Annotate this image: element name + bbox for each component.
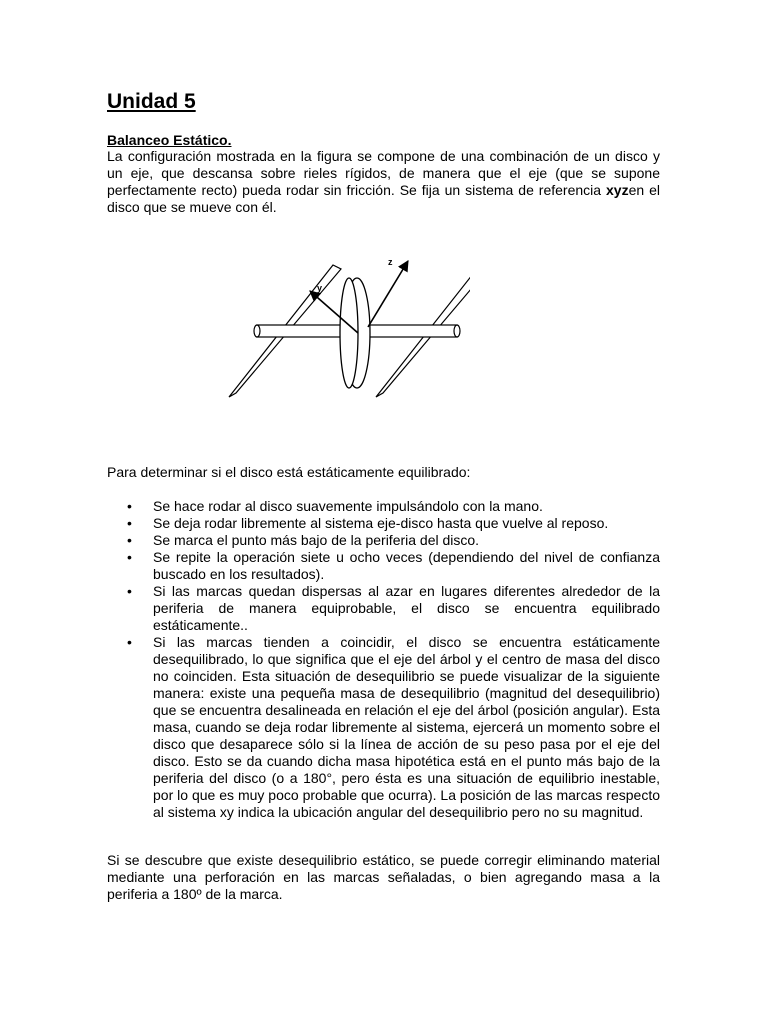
bullet-icon: •	[127, 549, 132, 565]
list-item	[107, 532, 660, 549]
conclusion-paragraph: Si se descubre que existe desequilibrio estático, se puede corregir eliminando material mediante una perforación en las marcas señaladas, o bien agregando masa a la periferia a 180º de la marca.	[107, 852, 660, 902]
intro-paragraph	[107, 148, 660, 216]
axis-z-label: z	[388, 257, 393, 267]
axis-y-label: y	[317, 283, 323, 293]
list-item	[107, 549, 660, 583]
list-item	[107, 515, 660, 532]
bullet-icon: •	[127, 498, 132, 514]
disk	[340, 278, 370, 388]
list-item	[107, 498, 660, 515]
list-item-text: Se deja rodar libremente al sistema eje-disco hasta que vuelve al reposo.	[153, 515, 609, 531]
bullet-icon: •	[127, 583, 132, 599]
list-item	[107, 583, 660, 634]
intro-bold-xyz: xyz	[606, 182, 629, 198]
list-item-text: Se hace rodar al disco suavemente impulsándolo con la mano.	[153, 498, 543, 514]
procedure-list	[107, 498, 660, 821]
list-item-text: Se repite la operación siete u ocho veces (dependiendo del nivel de confianza buscado en los resultados).	[153, 549, 660, 582]
intro-text-before: La configuración mostrada en la figura se compone de una combinación de un disco y un eje, que descansa sobre rieles rígidos, de manera que el eje (que se supone perfectamente recto) pueda rodar sin fricción. Se fija un sistema de referencia	[107, 148, 660, 198]
list-item-text: Se marca el punto más bajo de la periferia del disco.	[153, 532, 480, 548]
section-title: Balanceo Estático.	[107, 132, 232, 148]
bullet-icon: •	[127, 634, 132, 650]
bullet-icon: •	[127, 515, 132, 531]
bullet-icon: •	[127, 532, 132, 548]
axis-z	[368, 261, 408, 327]
page-title: Unidad 5	[107, 90, 196, 113]
disk-shaft-figure	[225, 255, 470, 405]
list-item	[107, 634, 660, 821]
question-paragraph: Para determinar si el disco está estáticamente equilibrado:	[107, 464, 471, 480]
list-item-text: Si las marcas tienden a coincidir, el disco se encuentra estáticamente desequilibrado, lo que significa que el eje del árbol y el centro de masa del disco no coinciden. Esta situación de desequilibrio se puede visualizar de la siguiente manera: existe una pequeña masa de desequilibrio (magnitud del desequilibrio) que se encuentra desalineada en relación el eje del árbol (posición angular). Esta masa, cuando se deja rodar libremente al sistema, ejercerá un momento sobre el disco que desaparece sólo si la línea de acción de su peso pasa por el eje del disco. Esto se da cuando dicha masa hipotética está en el punto más bajo de la periferia del disco (o a 180°, pero ésta es una situación de equilibrio inestable, por lo que es muy poco probable que ocurra). La posición de las marcas respecto al sistema xy indica la ubicación angular del desequilibrio pero no su magnitud.	[153, 634, 660, 820]
list-item-text: Si las marcas quedan dispersas al azar en lugares diferentes alrededor de la periferia de manera equiprobable, el disco se encuentra equilibrado estáticamente..	[153, 583, 660, 633]
intro-text-after: en el disco que se mueve con él.	[107, 182, 661, 215]
